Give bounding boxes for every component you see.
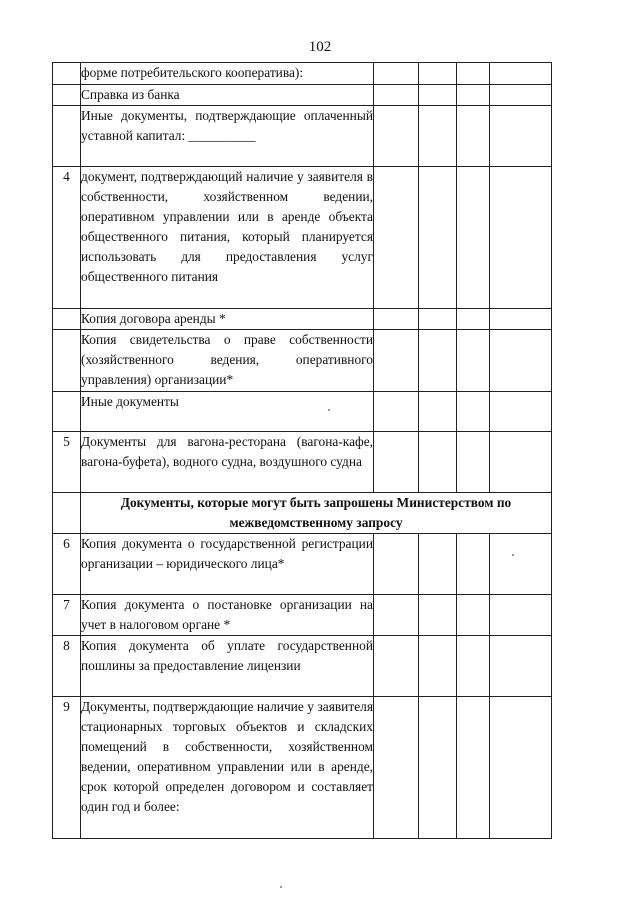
document-description: Копия договора аренды * — [81, 311, 226, 326]
table-row — [53, 392, 552, 432]
document-description-cell — [81, 330, 374, 392]
document-description: Копия документа о государственной регистрации организации – юридического лица* — [81, 536, 373, 571]
document-description: Копия документа об уплате государственной пошлины за предоставление лицензии — [81, 638, 373, 673]
empty-cell — [457, 432, 490, 493]
documents-table — [52, 62, 552, 839]
document-description-cell — [81, 85, 374, 106]
document-description-cell — [81, 636, 374, 697]
row-number: 7 — [53, 595, 81, 636]
empty-cell — [419, 85, 457, 106]
document-description: Документы, подтверждающие наличие у заявителя стационарных торговых объектов и складских помещений в собственности, хозяйственном ведении, оперативном управлении или в аренде, срок которой определен договором и составляет один год и более: — [81, 699, 373, 814]
document-description: Иные документы — [81, 394, 179, 409]
document-description: Справка из банка — [81, 87, 180, 102]
empty-cell — [490, 534, 552, 595]
document-description-cell — [81, 106, 374, 167]
row-number: 4 — [53, 167, 81, 309]
document-description: форме потребительского кооператива): — [81, 65, 304, 80]
row-number — [53, 106, 81, 167]
empty-cell — [374, 167, 419, 309]
table-row — [53, 636, 552, 697]
empty-cell — [374, 595, 419, 636]
table-row — [53, 167, 552, 309]
row-number — [53, 392, 81, 432]
row-number: 9 — [53, 697, 81, 839]
empty-cell — [374, 106, 419, 167]
scan-speck — [328, 409, 330, 411]
document-description: Копия свидетельства о праве собственности (хозяйственного ведения, оперативного управления) организации* — [81, 332, 373, 387]
scan-speck — [280, 886, 282, 888]
section-heading: Документы, которые могут быть запрошены Министерством по межведомственному запросу — [81, 493, 552, 534]
empty-cell — [457, 63, 490, 85]
row-number: 8 — [53, 636, 81, 697]
table-row — [53, 432, 552, 493]
empty-cell — [419, 534, 457, 595]
empty-cell — [419, 63, 457, 85]
empty-cell — [419, 697, 457, 839]
scan-speck — [512, 554, 514, 556]
row-number: 6 — [53, 534, 81, 595]
empty-cell — [490, 697, 552, 839]
document-description-cell — [81, 63, 374, 85]
page-number: 102 — [308, 39, 332, 55]
empty-cell — [419, 309, 457, 330]
empty-cell — [490, 167, 552, 309]
empty-cell — [457, 106, 490, 167]
document-description-cell — [81, 595, 374, 636]
document-description: Документы для вагона-ресторана (вагона-кафе, вагона-буфета), водного судна, воздушного судна — [81, 434, 373, 469]
document-description-cell — [81, 697, 374, 839]
empty-cell — [419, 106, 457, 167]
empty-cell — [374, 330, 419, 392]
empty-cell — [419, 595, 457, 636]
table-row — [53, 595, 552, 636]
row-number-cell — [53, 493, 81, 534]
empty-cell — [457, 167, 490, 309]
table-row — [53, 493, 552, 534]
document-description: Иные документы, подтверждающие оплаченный уставной капитал: __________ — [81, 108, 373, 143]
documents-table-body — [53, 63, 552, 839]
empty-cell — [374, 309, 419, 330]
empty-cell — [374, 534, 419, 595]
empty-cell — [457, 534, 490, 595]
empty-cell — [419, 167, 457, 309]
empty-cell — [374, 63, 419, 85]
empty-cell — [490, 636, 552, 697]
row-number — [53, 330, 81, 392]
empty-cell — [490, 595, 552, 636]
table-row — [53, 534, 552, 595]
empty-cell — [490, 85, 552, 106]
row-number — [53, 63, 81, 85]
empty-cell — [457, 85, 490, 106]
empty-cell — [490, 432, 552, 493]
row-number — [53, 85, 81, 106]
table-row — [53, 106, 552, 167]
empty-cell — [457, 636, 490, 697]
table-row — [53, 309, 552, 330]
document-description: Копия документа о постановке организации на учет в налоговом органе * — [81, 597, 373, 632]
document-description-cell — [81, 534, 374, 595]
empty-cell — [419, 636, 457, 697]
table-row — [53, 63, 552, 85]
table-row — [53, 85, 552, 106]
row-number: 5 — [53, 432, 81, 493]
empty-cell — [457, 697, 490, 839]
document-description-cell — [81, 392, 374, 432]
empty-cell — [490, 309, 552, 330]
empty-cell — [490, 63, 552, 85]
document-description-cell — [81, 432, 374, 493]
empty-cell — [457, 309, 490, 330]
empty-cell — [457, 595, 490, 636]
row-number — [53, 309, 81, 330]
table-row — [53, 330, 552, 392]
empty-cell — [374, 636, 419, 697]
empty-cell — [490, 106, 552, 167]
empty-cell — [374, 432, 419, 493]
empty-cell — [419, 392, 457, 432]
empty-cell — [419, 330, 457, 392]
empty-cell — [457, 392, 490, 432]
document-description-cell — [81, 167, 374, 309]
table-row — [53, 697, 552, 839]
empty-cell — [419, 432, 457, 493]
document-description-cell — [81, 309, 374, 330]
empty-cell — [374, 85, 419, 106]
empty-cell — [457, 330, 490, 392]
empty-cell — [374, 392, 419, 432]
empty-cell — [490, 330, 552, 392]
document-description: документ, подтверждающий наличие у заявителя в собственности, хозяйственном ведении, оперативном управлении или в аренде объекта общественного питания, который планируется использовать для предоставления услуг общественного питания — [81, 169, 373, 284]
empty-cell — [490, 392, 552, 432]
empty-cell — [374, 697, 419, 839]
